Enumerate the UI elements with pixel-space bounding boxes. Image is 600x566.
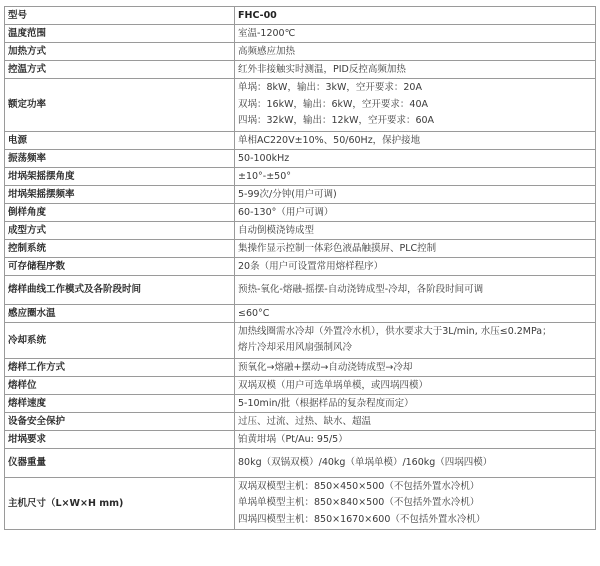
table-row <box>5 239 596 257</box>
row-value: 60-130°（用户可调） <box>235 203 596 221</box>
row-label: 倒样角度 <box>5 203 235 221</box>
row-value: 5-10min/批（根据样品的复杂程度而定） <box>235 394 596 412</box>
value-line: 熔片冷却采用风扇强制风冷 <box>238 342 353 353</box>
table-row <box>5 448 596 477</box>
row-label: 控温方式 <box>5 61 235 79</box>
table-row <box>5 221 596 239</box>
table-row <box>5 167 596 185</box>
row-value: ±10°-±50° <box>235 167 596 185</box>
row-value: 过压、过流、过热、缺水、超温 <box>235 412 596 430</box>
value-line: 单埚单模型主机：850×840×500（不包括外置水冷机） <box>238 497 480 508</box>
row-label: 控制系统 <box>5 239 235 257</box>
row-value: 预热-氧化-熔融-摇摆-自动浇铸成型-冷却，各阶段时间可调 <box>235 275 596 304</box>
row-label: 坩埚架摇摆频率 <box>5 185 235 203</box>
row-value: 单相AC220V±10%、50/60Hz，保护接地 <box>235 131 596 149</box>
row-label: 电源 <box>5 131 235 149</box>
table-row <box>5 412 596 430</box>
table-row <box>5 79 596 132</box>
row-value: 80kg（双锅双模）/40kg（单埚单模）/160kg（四埚四模） <box>235 448 596 477</box>
row-label: 坩埚要求 <box>5 430 235 448</box>
row-value: 室温-1200℃ <box>235 25 596 43</box>
row-value: 预氧化→熔融+摆动→自动浇铸成型→冷却 <box>235 358 596 376</box>
row-label: 仪器重量 <box>5 448 235 477</box>
row-label: 型号 <box>5 7 235 25</box>
table-row <box>5 203 596 221</box>
value-line: 单埚：8kW，输出：3kW，空开要求：20A <box>238 82 422 93</box>
row-label: 可存储程序数 <box>5 257 235 275</box>
row-value: ≤60°C <box>235 304 596 322</box>
table-row <box>5 322 596 358</box>
row-label: 熔样位 <box>5 376 235 394</box>
row-label: 振荡频率 <box>5 149 235 167</box>
row-value: 红外非接触实时测温，PID反控高频加热 <box>235 61 596 79</box>
table-row <box>5 430 596 448</box>
row-value <box>235 477 596 530</box>
row-label: 加热方式 <box>5 43 235 61</box>
row-value: 20条（用户可设置常用熔样程序） <box>235 257 596 275</box>
value-line: 四埚：32kW，输出：12kW，空开要求：60A <box>238 115 435 126</box>
row-label: 主机尺寸（L×W×H mm) <box>5 477 235 530</box>
row-label: 熔样工作方式 <box>5 358 235 376</box>
table-row <box>5 7 596 25</box>
row-label: 坩埚架摇摆角度 <box>5 167 235 185</box>
table-row <box>5 149 596 167</box>
value-line: 双埚：16kW，输出：6kW，空开要求：40A <box>238 98 429 110</box>
row-label: 感应圈水温 <box>5 304 235 322</box>
row-label: 额定功率 <box>5 79 235 132</box>
table-row <box>5 275 596 304</box>
row-value <box>235 322 596 358</box>
table-row <box>5 304 596 322</box>
table-row <box>5 477 596 530</box>
table-row <box>5 25 596 43</box>
value-line: 双埚双模型主机：850×450×500（不包括外置水冷机） <box>238 480 480 492</box>
row-label: 设备安全保护 <box>5 412 235 430</box>
table-row <box>5 185 596 203</box>
row-label: 冷却系统 <box>5 322 235 358</box>
row-value: 铂黄坩埚（Pt/Au: 95/5） <box>235 430 596 448</box>
row-value: 自动倒模浇铸成型 <box>235 221 596 239</box>
row-value: 双埚双模（用户可选单埚单模，或四埚四模） <box>235 376 596 394</box>
table-row <box>5 257 596 275</box>
table-row <box>5 43 596 61</box>
table-row <box>5 376 596 394</box>
value-line: 加热线圈需水冷却（外置冷水机），供水要求大于3L/min, 水压≤0.2MPa； <box>238 325 552 337</box>
table-row <box>5 358 596 376</box>
row-label: 熔样速度 <box>5 394 235 412</box>
table-row <box>5 394 596 412</box>
row-value: 集操作显示控制一体彩色液晶触摸屏、PLC控制 <box>235 239 596 257</box>
table-row <box>5 61 596 79</box>
row-value: 高频感应加热 <box>235 43 596 61</box>
table-row <box>5 131 596 149</box>
value-line: 四埚四模型主机：850×1670×600（不包括外置水冷机） <box>238 513 486 525</box>
row-value <box>235 79 596 132</box>
row-value: 5-99次/分钟(用户可调) <box>235 185 596 203</box>
row-label: 熔样曲线工作模式及各阶段时间 <box>5 275 235 304</box>
row-label: 成型方式 <box>5 221 235 239</box>
spec-table <box>4 6 596 530</box>
row-value: FHC-00 <box>235 7 596 25</box>
row-label: 温度范围 <box>5 25 235 43</box>
row-value: 50-100kHz <box>235 149 596 167</box>
